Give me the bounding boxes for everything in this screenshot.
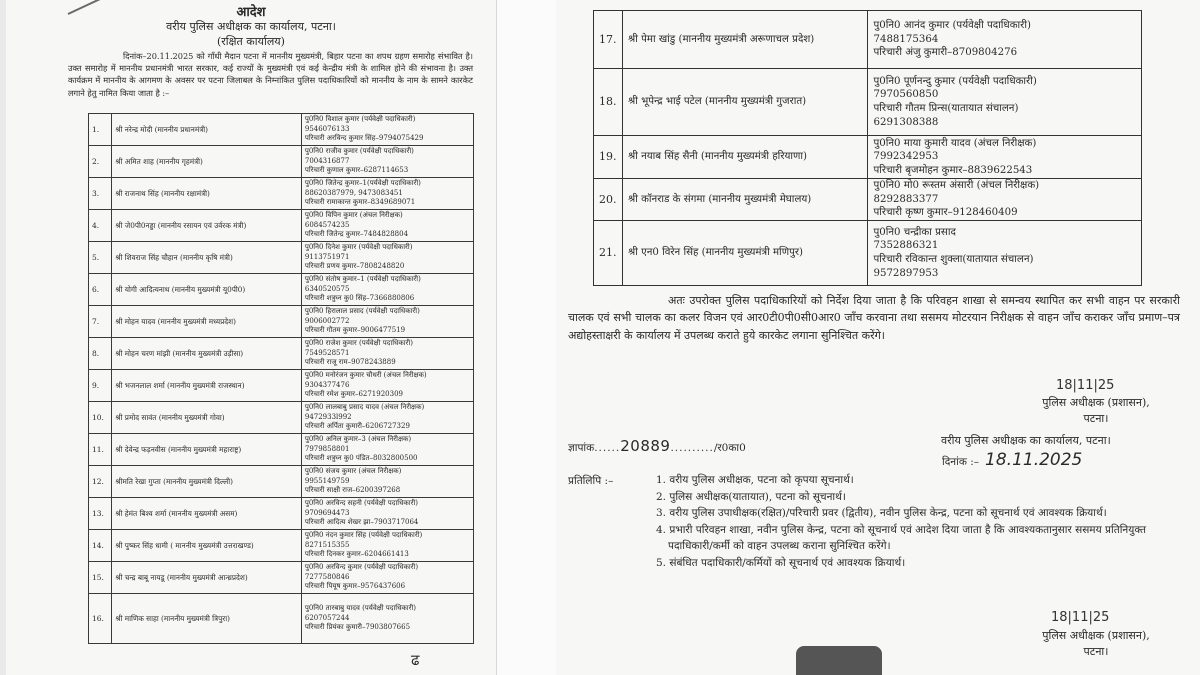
assigned-officer xyxy=(301,498,473,530)
serial-number: 3. xyxy=(89,178,112,210)
dignitary-name: श्री चन्द्र बाबू नायडू (माननीय मुख्यमंत्री आन्ध्रप्रदेश) xyxy=(112,562,301,594)
dignitary-name: श्री शिवराज सिंह चौहान (माननीय कृषि मंत्री) xyxy=(112,242,301,274)
officer-phone: 7277580846 xyxy=(304,572,350,581)
officer-name: पु0नि0 जितेन्द्र कुमार–1(पर्यवेक्षी पदाधिकारी) xyxy=(304,179,421,188)
dignitary-name: श्री पुष्कर सिंह धामी ( माननीय मुख्यमंत्री उत्तराखण्ड) xyxy=(112,530,301,562)
page-indicator-overlay[interactable] xyxy=(796,646,882,675)
memo-suffix: /र0का0 xyxy=(713,442,746,454)
serial-number: 5. xyxy=(89,242,112,274)
attendant: परिचारी गौतम कुमार–9006477519 xyxy=(304,326,406,335)
date-value: 18.11.2025 xyxy=(985,450,1083,470)
serial-number: 1. xyxy=(89,114,112,146)
officer-line: 6291308388 xyxy=(873,116,939,128)
officer-phone: 7979858801 xyxy=(304,444,350,453)
serial-number: 21. xyxy=(594,221,623,286)
assigned-officer xyxy=(301,178,473,210)
assigned-officer xyxy=(868,221,1142,286)
table-row xyxy=(594,11,1142,69)
assigned-officer xyxy=(868,136,1142,179)
office-line: वरीय पुलिस अधीक्षक का कार्यालय, पटना। xyxy=(941,434,1111,447)
deployment-table-2 xyxy=(593,10,1142,286)
dignitary-name: श्री हेमंत बिश्व शर्मा (माननीय मुख्यमंत्री असम) xyxy=(112,498,301,530)
serial-number: 19. xyxy=(594,136,623,179)
assigned-officer xyxy=(868,179,1142,221)
dignitary-name: श्री प्रमोद सावंत (माननीय मुख्यमंत्री गोवा) xyxy=(112,402,301,434)
assigned-officer xyxy=(301,370,473,402)
attendant: परिचारी रमेश कुमार–6271920309 xyxy=(304,390,403,399)
officer-name: पु0नि0 हिरालाल प्रसाद (पर्यवेक्षी पदाधिकारी) xyxy=(304,307,420,316)
officer-name: पु0नि0 संजय कुमार (अंचल निरीक्षक) xyxy=(304,467,402,476)
copy-to-item: 5. संबंधित पदाधिकारी/कर्मियों को सूचनार्थ एवं आवश्यक क्रियार्थ। xyxy=(656,556,906,569)
officer-line: परिचारी कृष्ण कुमार–9128460409 xyxy=(873,207,1018,219)
serial-number: 16. xyxy=(89,594,112,644)
officer-phone: 6084574235 xyxy=(304,220,350,229)
assigned-officer xyxy=(301,114,473,146)
officer-phone: 8271515355 xyxy=(304,540,350,549)
attendant: परिचारी शत्रुघ्न कु0 सिंह–7366880806 xyxy=(304,294,415,303)
serial-number: 11. xyxy=(89,434,112,466)
officer-phone: 9006002772 xyxy=(304,316,350,325)
table-row xyxy=(89,562,474,594)
attendant: परिचारी रामाकान्त कुमार–8349689071 xyxy=(304,198,416,207)
signature-mark-2: 18|11|25 xyxy=(1051,610,1110,625)
table-row xyxy=(89,594,474,644)
officer-phone: 9304377476 xyxy=(304,380,350,389)
signatory-designation: पुलिस अधीक्षक (प्रशासन), xyxy=(1042,629,1150,642)
copy-to-label: प्रतिलिपि :– xyxy=(568,475,614,487)
assigned-officer xyxy=(301,530,473,562)
officer-name: पु0नि0 अरविन्द सहनी (पर्यवेक्षी पदाधिकारी) xyxy=(304,499,418,508)
assigned-officer xyxy=(301,210,473,242)
dignitary-name: श्री योगी आदित्यनाथ (माननीय मुख्यमंत्री यू0पी0) xyxy=(112,274,301,306)
assigned-officer xyxy=(301,562,473,594)
attendant: परिचारी प्रणय कुमार–7808248820 xyxy=(304,262,405,271)
officer-phone: 9113751971 xyxy=(304,252,350,261)
officer-line: 7970560850 xyxy=(873,89,939,101)
table-row xyxy=(89,466,474,498)
attendant: परिचारी अर्पिता कुमारी–6206727329 xyxy=(304,422,410,431)
date-label: दिनांक :– xyxy=(942,456,980,468)
officer-name: पु0नि0 दिनेश कुमार (पर्यवेक्षी पदाधिकारी) xyxy=(304,243,413,252)
document-page-1 xyxy=(6,0,497,675)
dignitary-name: श्री राजनाथ सिंह (माननीय रक्षामंत्री) xyxy=(112,178,301,210)
attendant: परिचारी जितेन्द्र कुमार–7484828804 xyxy=(304,230,409,239)
document-page-2 xyxy=(556,0,1200,675)
table-row xyxy=(89,306,474,338)
officer-name: पु0नि0 अरविन्द कुमार (पर्यवेक्षी पदाधिकारी) xyxy=(304,563,419,572)
serial-number: 18. xyxy=(594,69,623,136)
table-row xyxy=(89,402,474,434)
attendant: परिचारी अरविन्द कुमार सिंह–9794075429 xyxy=(304,134,424,143)
officer-phone: 9546076133 xyxy=(304,124,350,133)
serial-number: 13. xyxy=(89,498,112,530)
serial-number: 4. xyxy=(89,210,112,242)
table-row xyxy=(594,179,1142,221)
officer-line: पु0नि0 आनंद कुमार (पर्यवेक्षी पदाधिकारी) xyxy=(873,20,1031,32)
officer-name: पु0नि0 नंदन कुमार सिंह (पर्यवेक्षी पदाधिकारी) xyxy=(304,531,423,540)
signatory-place: पटना। xyxy=(1083,412,1109,425)
dignitary-name: श्री नयाब सिंह सैनी (माननीय मुख्यमंत्री हरियाणा) xyxy=(622,136,868,179)
dignitary-name: श्री मोहन चरण मांझी (माननीय मुख्यमंत्री उड़ीसा) xyxy=(112,338,301,370)
dignitary-name: श्री मोहन यादव (माननीय मुख्यमंत्री मध्यप्रदेश) xyxy=(112,306,301,338)
serial-number: 15. xyxy=(89,562,112,594)
officer-line: 9572897953 xyxy=(873,267,939,279)
signatory-title-2 xyxy=(996,628,1196,660)
attendant: परिचारी आदित्य शेखर झा–7903717064 xyxy=(304,518,419,527)
copy-to-item: 3. वरीय पुलिस उपाधीक्षक(रक्षित)/परिचारी प्रवर (द्वितीय), नवीन पुलिस केन्द्र, पटना को सूचनार्थ एवं आवश्यक क्रियार्थ। xyxy=(656,507,1107,519)
dignitary-name: श्री देवेन्द्र फड़नवीस (माननीय मुख्यमंत्री महाराष्ट्र) xyxy=(112,434,301,466)
assigned-officer xyxy=(868,69,1142,136)
table-row xyxy=(89,178,474,210)
serial-number: 2. xyxy=(89,146,112,178)
assigned-officer xyxy=(301,242,473,274)
serial-number: 12. xyxy=(89,466,112,498)
officer-name: पु0नि0 राजेश कुमार (पर्यवेक्षी पदाधिकारी) xyxy=(304,339,413,348)
table-row xyxy=(89,530,474,562)
serial-number: 8. xyxy=(89,338,112,370)
table-row xyxy=(594,69,1142,136)
table-row xyxy=(89,146,474,178)
serial-number: 10. xyxy=(89,402,112,434)
signature-mark-1: 18|11|25 xyxy=(1056,378,1115,393)
officer-line: पु0नि0 मो0 रूस्तम अंसारी (अंचल निरीक्षक) xyxy=(873,180,1040,192)
sub-office-name: (रक्षित कार्यालय) xyxy=(217,35,285,48)
dignitary-name: श्रीमति रेखा गुप्ता (माननीय मुख्यमंत्री दिल्ली) xyxy=(112,466,301,498)
attendant: परिचारी प्रियंका कुमारी–7903807665 xyxy=(304,623,411,632)
officer-name: पु0नि0 मनोरंजन कुमार चौधरी (अंचल निरीक्षक) xyxy=(304,371,427,380)
officer-name: पु0नि0 लालबाबु प्रसाद यादव (अंचल निरीक्षक) xyxy=(304,403,425,412)
dignitary-name: श्री कॉनराड के संगमा (माननीय मुख्यमंत्री मेघालय) xyxy=(622,179,868,221)
signatory-title-1 xyxy=(996,395,1196,427)
attendant: परिचारी पियूष कुमार–9576437606 xyxy=(304,582,406,591)
table-row xyxy=(594,221,1142,286)
officer-line: पु0नि0 माया कुमारी यादव (अंचल निरीक्षक) xyxy=(873,137,1037,149)
initials-signature: ढ xyxy=(411,651,420,669)
serial-number: 7. xyxy=(89,306,112,338)
dignitary-name: श्री भूपेन्द्र भाई पटेल (माननीय मुख्यमंत्री गुजरात) xyxy=(622,69,868,136)
officer-phone: 7549528571 xyxy=(304,348,350,357)
intro-paragraph: दिनांक–20.11.2025 को गाँधी मैदान पटना में माननीय मुख्यमंत्री, बिहार पटना का शपथ ग्रहण समारोह संभावित है। उक्त समारोह में माननीय प्रधानमंत्री भारत सरकार, कई राज्यों के मुख्यमंत्री एवं कई केन्द्रीय मंत्री के शामिल होने की संभावना है। उक्त कार्यक्रम में माननीय के आगमण के अवसर पर पटना जिलाबल के निम्नांकित पुलिस पदाधिकारियों को माननीय के नाम के सामने कारकेट लगाने हेतु नामित किया जाता है :– xyxy=(68,51,473,98)
copy-to-item: 4. प्रभारी परिवहन शाखा, नवीन पुलिस केन्द्र, पटना को सूचनार्थ एवं आदेश दिया जाता है कि आवश्यकतानुसार ससमय प्रतिनियुक्त पदाधिकारी/कर्मी को वाहन उपलब्ध कराना सुनिश्चित करेंगे। xyxy=(656,523,1146,552)
attendant: परिचारी राजू राम–9078243889 xyxy=(304,358,396,367)
serial-number: 20. xyxy=(594,179,623,221)
memo-label: ज्ञापांक xyxy=(568,442,595,454)
dignitary-name: श्री नरेन्द्र मोदी (माननीय प्रधानमंत्री) xyxy=(112,114,301,146)
officer-name: पु0नि0 अनिल कुमार–3 (अंचल निरीक्षक) xyxy=(304,435,412,444)
table-row xyxy=(89,370,474,402)
assigned-officer xyxy=(868,11,1142,69)
attendant: परिचारी कुणाल कुमार–6287114653 xyxy=(304,166,409,175)
officer-name: पु0नि0 विशाल कुमार (पर्यवेक्षी पदाधिकारी) xyxy=(304,115,416,124)
table-row xyxy=(89,498,474,530)
signatory-designation: पुलिस अधीक्षक (प्रशासन), xyxy=(1042,396,1150,409)
officer-phone: 6207057244 xyxy=(304,613,350,622)
officer-phone: 9709694473 xyxy=(304,508,350,517)
attendant: परिचारी साक्षी राज–6200397268 xyxy=(304,486,401,495)
assigned-officer xyxy=(301,146,473,178)
assigned-officer xyxy=(301,274,473,306)
officer-line: 7352886321 xyxy=(873,240,939,252)
assigned-officer xyxy=(301,594,473,644)
officer-name: पु0नि0 संतोष कुमार–1 (पर्यवेक्षी पदाधिकारी) xyxy=(304,275,421,284)
table-row xyxy=(89,114,474,146)
office-name: वरीय पुलिस अधीक्षक का कार्यालय, पटना। xyxy=(166,20,336,33)
assigned-officer xyxy=(301,402,473,434)
assigned-officer xyxy=(301,306,473,338)
attendant: परिचारी दिनकर कुमार–6204661413 xyxy=(304,550,409,559)
serial-number: 17. xyxy=(594,11,623,69)
directive-paragraph: अतः उपरोक्त पुलिस पदाधिकारियों को निर्देश दिया जाता है कि परिवहन शाखा से समन्वय स्थापित कर सभी वाहन पर सरकारी चालक एवं सभी चालक का कलर विजन एवं आर0टी0पी0सी0आर0 जाँच करवाना तथा ससमय मोटरयान निरीक्षक से वाहन जाँच कराकर जाँच प्रमाण–पत्र अद्योहस्ताक्षरी के कार्यालय में उपलब्ध कराते हुये कारकेट लगाना सुनिश्चित करेंगे। xyxy=(568,294,1180,342)
table-row xyxy=(89,338,474,370)
deployment-table-1 xyxy=(88,113,474,644)
officer-line: परिचारी बृजमोहन कुमार–8839622543 xyxy=(873,164,1033,176)
officer-name: पु0नि0 तारबाबु यादव (पर्यवेक्षी पदाधिकारी) xyxy=(304,604,417,613)
officer-line: परिचारी रविकान्त शुक्ला(यातायात संचालन) xyxy=(873,254,1034,265)
officer-line: परिचारी गौतम प्रिन्स(यातायात संचालन) xyxy=(873,103,1019,114)
copy-to-list xyxy=(656,472,1171,571)
officer-line: 7488175364 xyxy=(873,33,939,45)
dignitary-name: श्री माणिक साहा (माननीय मुख्यमंत्री त्रिपुरा) xyxy=(112,594,301,644)
dignitary-name: श्री जे0पी0नड्डा (माननीय रसायन एवं उर्वरक मंत्री) xyxy=(112,210,301,242)
assigned-officer xyxy=(301,466,473,498)
order-title: आदेश xyxy=(236,5,266,20)
date-line xyxy=(942,450,1082,470)
officer-phone: 9472933l992 xyxy=(304,412,352,421)
table-row xyxy=(89,242,474,274)
memo-value: 20889 xyxy=(620,437,671,455)
copy-to-item: 2. पुलिस अधीक्षक(यातायात), पटना को सूचनार्थ। xyxy=(656,490,846,503)
table-row xyxy=(89,210,474,242)
dignitary-name: श्री भजनलाल शर्मा (माननीय मुख्यमंत्री राजस्थान) xyxy=(112,370,301,402)
page-gap xyxy=(496,0,556,675)
dignitary-name: श्री पेमा खांडु (माननीय मुख्यमंत्री अरूणाचल प्रदेश) xyxy=(622,11,868,69)
copy-to-item: 1. वरीय पुलिस अधीक्षक, पटना को कृपया सूचनार्थ। xyxy=(656,474,854,486)
table-row xyxy=(89,434,474,466)
officer-phone: 9955149759 xyxy=(304,476,350,485)
dignitary-name: श्री अमित शाह (माननीय गृहमंत्री) xyxy=(112,146,301,178)
attendant: परिचारी शत्रुघ्न कु0 पंडित–8032800500 xyxy=(304,454,418,463)
serial-number: 6. xyxy=(89,274,112,306)
officer-line: परिचारी अंजु कुमारी–8709804276 xyxy=(873,47,1018,59)
serial-number: 14. xyxy=(89,530,112,562)
officer-name: पु0नि0 राजीव कुमार (पर्यवेक्षी पदाधिकारी) xyxy=(304,147,414,156)
officer-phone: 7004316877 xyxy=(304,156,350,165)
serial-number: 9. xyxy=(89,370,112,402)
officer-line: 8292883377 xyxy=(873,193,939,205)
officer-phone: 6340520575 xyxy=(304,284,350,293)
assigned-officer xyxy=(301,338,473,370)
dignitary-name: श्री एन0 विरेन सिंह (माननीय मुख्यमंत्री मणिपुर) xyxy=(622,221,868,286)
officer-name: पु0नि0 विपिन कुमार (अंचल निरीक्षक) xyxy=(304,211,403,220)
memo-number: ज्ञापांक......20889........../र0का0 xyxy=(568,437,746,455)
officer-line: पु0नि0 चन्द्रीका प्रसाद xyxy=(873,226,956,238)
officer-line: 7992342953 xyxy=(873,151,939,163)
officer-phone: 88620387979, 9473083451 xyxy=(304,188,403,197)
table-row xyxy=(594,136,1142,179)
signatory-place: पटना। xyxy=(1083,645,1109,658)
officer-line: पु0नि0 पूर्णनन्दु कुमार (पर्यवेक्षी पदाधिकारी) xyxy=(873,75,1037,87)
assigned-officer xyxy=(301,434,473,466)
table-row xyxy=(89,274,474,306)
